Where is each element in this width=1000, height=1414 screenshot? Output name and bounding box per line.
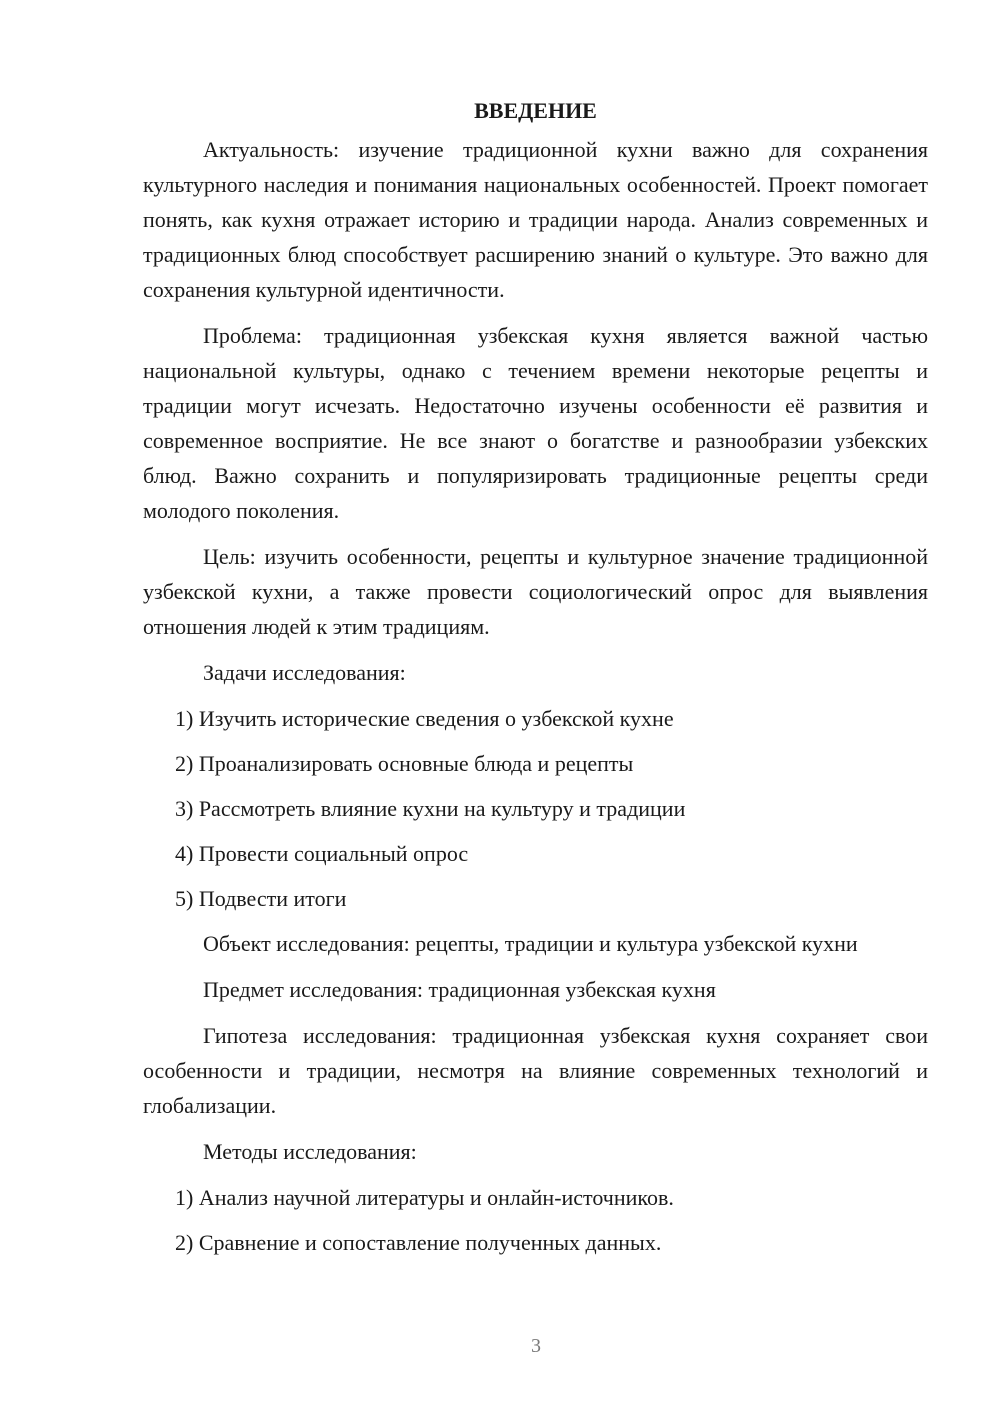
- section-title: ВВЕДЕНИЕ: [474, 98, 597, 123]
- document-page: [143, 96, 928, 1270]
- goal-paragraph: Цель: изучить особенности, рецепты и культурное значение традиционной узбекской кухни, а также провести социологический опрос для выявления отношения людей к этим традициям.: [143, 544, 928, 639]
- tasks-list: [143, 701, 928, 916]
- list-item: 2) Сравнение и сопоставление полученных данных.: [175, 1230, 662, 1255]
- subject-paragraph: Предмет исследования: традиционная узбекская кухня: [203, 977, 716, 1002]
- list-item: 1) Изучить исторические сведения о узбекской кухне: [175, 706, 674, 731]
- object-paragraph: Объект исследования: рецепты, традиции и культура узбекской кухни: [203, 931, 858, 956]
- page-number: 3: [531, 1335, 541, 1357]
- tasks-heading: Задачи исследования:: [203, 660, 406, 685]
- list-item: 3) Рассмотреть влияние кухни на культуру и традиции: [175, 796, 686, 821]
- list-item: 2) Проанализировать основные блюда и рецепты: [175, 751, 634, 776]
- methods-list: [143, 1180, 928, 1260]
- list-item: 4) Провести социальный опрос: [175, 841, 469, 866]
- hypothesis-paragraph: Гипотеза исследования: традиционная узбекская кухня сохраняет свои особенности и традиции, несмотря на влияние современных технологий и глобализации.: [143, 1023, 928, 1118]
- relevance-paragraph: Актуальность: изучение традиционной кухни важно для сохранения культурного наследия и понимания национальных особенностей. Проект помогает понять, как кухня отражает историю и традиции народа. Анализ современных и традиционных блюд способствует расширению знаний о культуре. Это важно для сохранения культурной идентичности.: [143, 137, 928, 302]
- methods-heading: Методы исследования:: [203, 1139, 417, 1164]
- problem-paragraph: Проблема: традиционная узбекская кухня является важной частью национальной культуры, однако с течением времени некоторые рецепты и традиции могут исчезать. Недостаточно изучены особенности её развития и современное восприятие. Не все знают о богатстве и разнообразии узбекских блюд. Важно сохранить и популяризировать традиционные рецепты среди молодого поколения.: [143, 323, 928, 523]
- list-item: 1) Анализ научной литературы и онлайн-источников.: [175, 1185, 674, 1210]
- list-item: 5) Подвести итоги: [175, 886, 347, 911]
